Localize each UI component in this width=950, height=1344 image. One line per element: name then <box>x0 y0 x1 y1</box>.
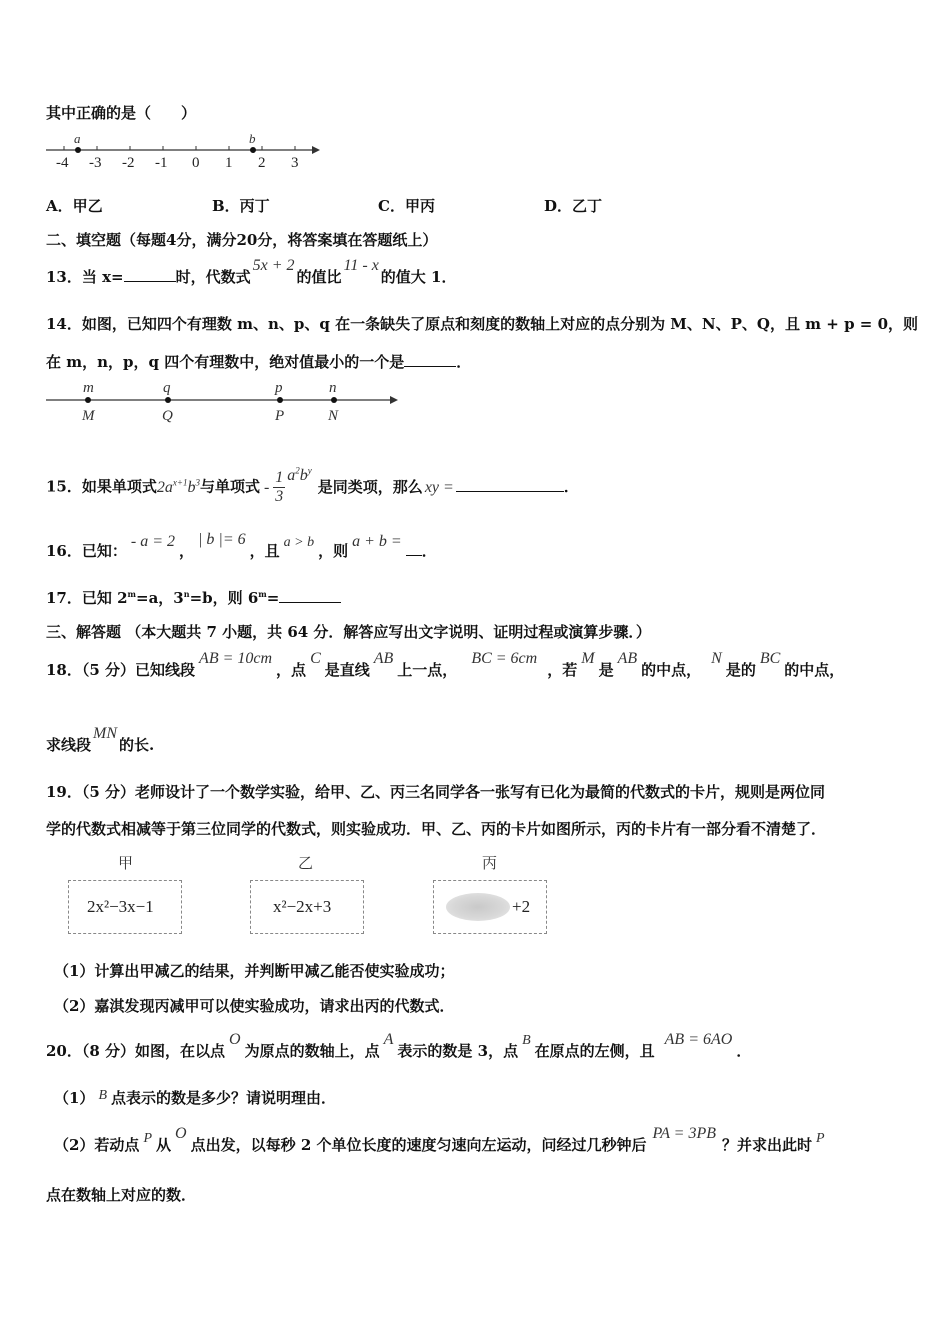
q14-line2 <box>46 351 471 372</box>
label-M: M <box>82 408 95 424</box>
q15-minus: - <box>263 478 270 496</box>
card-yi-label: 乙 <box>298 854 314 872</box>
q18-expr-mn: MN <box>93 725 118 742</box>
point-p-dot <box>277 397 283 403</box>
q15-mono1-b: b <box>187 478 196 496</box>
q20-expr-o: O <box>229 1031 241 1048</box>
q20-sub2-p: P <box>143 1131 153 1146</box>
q16-part4: ，则 <box>318 542 349 560</box>
q12-prompt: 其中正确的是（ ） <box>46 104 197 122</box>
point-b-label: b <box>249 131 256 146</box>
q18-part2: ，点 <box>276 661 307 679</box>
q18-part7: 的中点， <box>641 661 702 679</box>
card-yi <box>250 880 364 934</box>
point-b-dot <box>250 147 256 153</box>
q12-number-line <box>40 130 330 174</box>
q18-part5: ，若 <box>547 661 578 679</box>
q15-mono1-b-exp: 3 <box>195 477 200 488</box>
q18-part4: 上一点， <box>397 661 458 679</box>
q15-part3: 是同类项，那么 <box>317 477 423 496</box>
q17-part2: =a，3 <box>136 589 184 607</box>
q20-sub1 <box>54 1087 336 1108</box>
option-c: C．甲丙 <box>378 197 435 215</box>
q15-monomial2 <box>287 467 312 484</box>
question-16 <box>46 531 437 561</box>
q15-mono2-b: b <box>299 466 308 484</box>
q14-answer-blank <box>404 365 456 367</box>
card-bing-obscured-blob <box>446 893 510 921</box>
q20-sub2-o: O <box>175 1125 187 1142</box>
q13-part1: 13．当 x= <box>46 268 124 286</box>
q20-part5: ． <box>736 1042 752 1060</box>
q19-line2: 学的代数式相减等于第三位同学的代数式，则实验成功．甲、乙、丙的卡片如图所示，丙的卡片有一部分看不清楚了． <box>46 820 827 838</box>
q13-part2: 时，代数式 <box>175 268 251 286</box>
card-jia-expr: 2x²−3x−1 <box>87 897 154 916</box>
q14-line1: 14．如图，已知四个有理数 m、n、p、q 在一条缺失了原点和刻度的数轴上对应的点分别为 M、N、P、Q，且 m + p = 0，则 <box>46 315 919 333</box>
q20-sub2 <box>54 1125 829 1155</box>
q17-answer-blank <box>279 601 341 603</box>
q15-fraction <box>273 469 285 506</box>
card-bing-expr: +2 <box>512 897 531 916</box>
label-m: m <box>83 380 94 396</box>
q16-expr4: a + b = <box>352 533 402 550</box>
card-jia <box>68 880 182 934</box>
q18-expr-bc: BC = 6cm <box>471 650 538 667</box>
q20-sub2-pa-pb: PA = 3PB <box>652 1125 717 1142</box>
q17-part3: =b，则 6 <box>189 589 259 607</box>
q13-expr2: 11 - x <box>343 257 379 274</box>
q18-part1: 18．（5 分）已知线段 <box>46 661 196 679</box>
section-2-heading: 二、填空题（每题4分，满分20分，将答案填在答题纸上） <box>46 231 438 249</box>
label-P: P <box>275 408 285 424</box>
q18-expr-c: C <box>310 650 321 667</box>
q18-expr-bc2: BC <box>759 650 781 667</box>
q19-sub1: （1）计算出甲减乙的结果，并判断甲减乙能否使实验成功； <box>54 962 455 980</box>
point-m-dot <box>85 397 91 403</box>
q17-exp-n: n <box>183 589 190 599</box>
q13-part3: 的值比 <box>296 268 342 286</box>
q16-expr1: - a = 2 <box>130 533 175 550</box>
q18-expr-line-ab: AB <box>373 650 394 667</box>
tick-label: -1 <box>155 155 168 171</box>
q20-part2: 为原点的数轴上，点 <box>244 1042 380 1060</box>
question-15 <box>46 465 579 506</box>
q18-line2-text: 求线段 <box>46 736 92 754</box>
q17-part4: = <box>266 589 280 607</box>
q18-expr-ab: AB = 10cm <box>199 650 273 667</box>
q16-expr3: a > b <box>283 535 315 550</box>
card-jia-label: 甲 <box>118 854 134 872</box>
q15-part4: ． <box>563 477 579 496</box>
q15-fraction-num: 1 <box>275 469 284 486</box>
q15-monomial1 <box>157 479 200 496</box>
question-13 <box>46 257 457 287</box>
q15-mono2-b-exp: y <box>307 465 312 476</box>
option-b: B．丙丁 <box>212 197 270 215</box>
q18-part9: 的中点， <box>784 661 845 679</box>
q15-part2: 与单项式 <box>199 477 260 496</box>
q19-line1: 19．（5 分）老师设计了一个数学实验，给甲、乙、丙三名同学各一张写有已化为最简的代数式的卡片，规则是两位同 <box>46 783 826 801</box>
q20-part4: 在原点的左侧，且 <box>534 1042 655 1060</box>
card-bing-label: 丙 <box>482 854 498 872</box>
q19-sub2: （2）嘉淇发现丙减甲可以使实验成功，请求出丙的代数式． <box>54 997 455 1015</box>
label-p: p <box>275 380 283 396</box>
q15-mono1-exp: x+1 <box>172 477 188 488</box>
point-n-dot <box>331 397 337 403</box>
question-17 <box>46 587 341 608</box>
option-a: A．甲乙 <box>46 197 103 215</box>
card-yi-expr: x²−2x+3 <box>273 897 332 916</box>
q18-part8: 是的 <box>725 661 756 679</box>
q18-line2-end: 的长. <box>119 736 155 754</box>
q20-line3: 点在数轴上对应的数． <box>46 1186 197 1204</box>
q20-sub2-part2: 从 <box>156 1136 172 1154</box>
q20-sub1-num: （1） <box>54 1089 95 1107</box>
q18-part3: 是直线 <box>324 661 370 679</box>
tick-label: 0 <box>192 155 200 171</box>
q15-xy: xy = <box>424 478 454 496</box>
q16-part3: ，且 <box>249 542 280 560</box>
q15-mono1-coef: 2a <box>156 478 173 496</box>
label-Q: Q <box>162 408 173 424</box>
q20-expr-b: B <box>522 1033 531 1048</box>
q14-line2-text: 在 m，n，p，q 四个有理数中，绝对值最小的一个是 <box>46 353 405 371</box>
tick-label: 3 <box>291 155 299 171</box>
label-q: q <box>163 380 171 396</box>
q16-expr2: | b |= 6 <box>198 531 246 548</box>
q14-number-line <box>40 376 410 432</box>
option-d: D．乙丁 <box>544 197 603 215</box>
q20-expr-a: A <box>383 1031 394 1048</box>
q20-sub1-text: 点表示的数是多少？请说明理由． <box>111 1089 337 1107</box>
q17-exp-m1: m <box>127 589 137 599</box>
q17-exp-m2: m <box>258 589 267 599</box>
tick-label: 2 <box>258 155 266 171</box>
point-a-label: a <box>74 131 81 146</box>
q20-part1: 20．（8 分）如图，在以点 <box>46 1042 226 1060</box>
q18-expr-ab2: AB <box>617 650 638 667</box>
q13-expr1: 5x + 2 <box>252 257 295 274</box>
q15-mono2-a: a <box>287 466 296 484</box>
label-N: N <box>328 408 339 424</box>
q15-part1: 15．如果单项式 <box>46 477 157 496</box>
point-q-dot <box>165 397 171 403</box>
q16-part2: ， <box>179 542 195 560</box>
question-18 <box>46 650 845 680</box>
tick-label: -4 <box>56 155 69 171</box>
q16-answer-blank <box>406 554 422 556</box>
q20-sub1-b: B <box>98 1088 107 1103</box>
tick-label: -3 <box>89 155 102 171</box>
q15-answer-blank <box>456 490 564 492</box>
q18-expr-n: N <box>711 650 722 667</box>
tick-label: -2 <box>122 155 135 171</box>
q17-part1: 17．已知 2 <box>46 589 128 607</box>
tick-label: 1 <box>225 155 233 171</box>
q20-sub2-part3: 点出发，以每秒 2 个单位长度的速度匀速向左运动，问经过几秒钟后 <box>190 1136 647 1154</box>
q13-part4: 的值大 1． <box>380 268 457 286</box>
q20-sub2-part1: （2）若动点 <box>54 1136 140 1154</box>
card-bing <box>433 880 547 934</box>
q15-fraction-den: 3 <box>275 488 284 505</box>
section-3-heading: 三、解答题 （本大题共 7 小题，共 64 分．解答应写出文字说明、证明过程或演算步骤．） <box>46 623 651 641</box>
q20-expr-ab: AB = 6AO <box>664 1031 733 1048</box>
q18-expr-m: M <box>581 650 595 667</box>
q18-part6: 是 <box>598 661 614 679</box>
q13-answer-blank <box>124 280 176 282</box>
q20-sub2-part4: ？并求出此时 <box>722 1136 813 1154</box>
q20-sub2-p2: P <box>816 1131 825 1146</box>
q18-line2 <box>46 725 155 755</box>
q20-line1 <box>46 1031 752 1061</box>
q16-part1: 16．已知： <box>46 542 127 560</box>
q14-line2-end: ． <box>456 353 472 371</box>
q16-part5: ． <box>421 542 437 560</box>
q20-part3: 表示的数是 3，点 <box>397 1042 519 1060</box>
label-n: n <box>329 380 337 396</box>
q15-mono2-exp: 2 <box>295 465 300 476</box>
point-a-dot <box>75 147 81 153</box>
